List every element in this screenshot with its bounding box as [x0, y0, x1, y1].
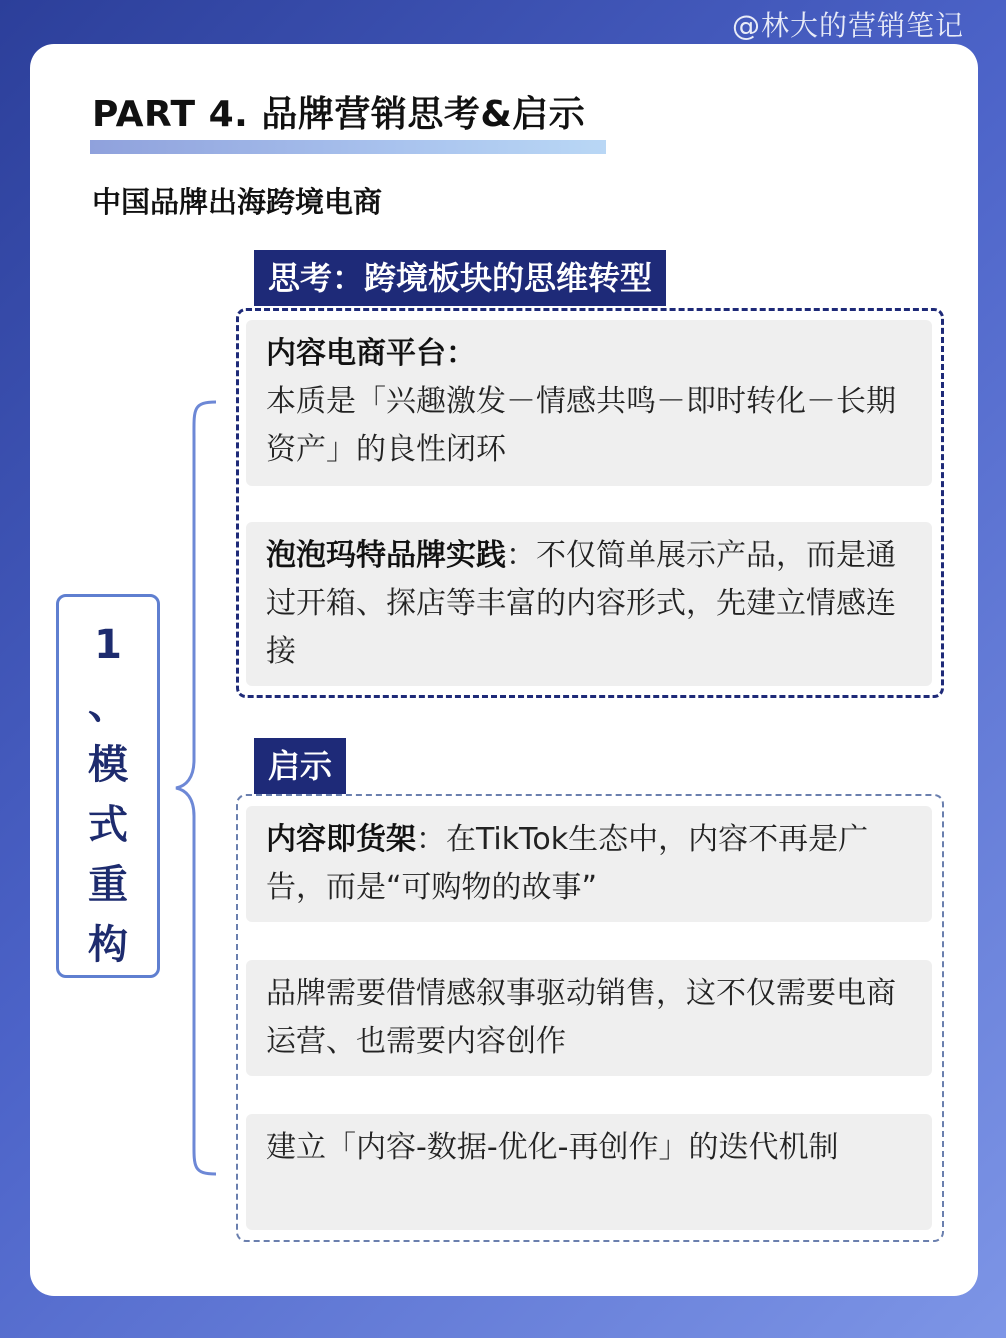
topic-char: 构 [88, 922, 128, 968]
topic-char: 、 [88, 682, 128, 728]
item-text: ：不仅简单展示产品，而是通过开箱、探店等丰富的内容形式，先建立情感连接 [266, 538, 896, 669]
insight-item [246, 1114, 932, 1230]
item-bold: 内容即货架 [266, 822, 416, 857]
thinking-item [246, 320, 932, 486]
topic-box [56, 594, 160, 978]
item-bold: 泡泡玛特品牌实践 [266, 538, 506, 573]
thinking-item [246, 522, 932, 686]
topic-char: 重 [88, 862, 128, 908]
topic-char: 模 [88, 742, 128, 788]
item-text: 品牌需要借情感叙事驱动销售，这不仅需要电商运营、也需要内容创作 [266, 976, 896, 1059]
title-underline-bar [90, 140, 606, 154]
content-card [30, 44, 978, 1296]
watermark: @林大的营销笔记 [731, 9, 964, 42]
section-label-insight: 启示 [254, 738, 346, 794]
item-text: ：在TikTok生态中，内容不再是广告，而是“可购物的故事” [266, 822, 869, 905]
page-title: PART 4. 品牌营销思考&启示 [92, 94, 586, 135]
insight-item [246, 960, 932, 1076]
topic-char: 1 [94, 622, 122, 668]
item-text: 本质是「兴趣激发－情感共鸣－即时转化－长期资产」的良性闭环 [266, 384, 896, 467]
curly-brace-icon [172, 400, 222, 1176]
page-subtitle: 中国品牌出海跨境电商 [92, 185, 383, 219]
item-text: 建立「内容-数据-优化-再创作」的迭代机制 [266, 1130, 839, 1165]
item-heading: 内容电商平台： [266, 336, 476, 371]
topic-char: 式 [88, 802, 128, 848]
section-label-thinking: 思考：跨境板块的思维转型 [254, 250, 666, 306]
insight-item [246, 806, 932, 922]
